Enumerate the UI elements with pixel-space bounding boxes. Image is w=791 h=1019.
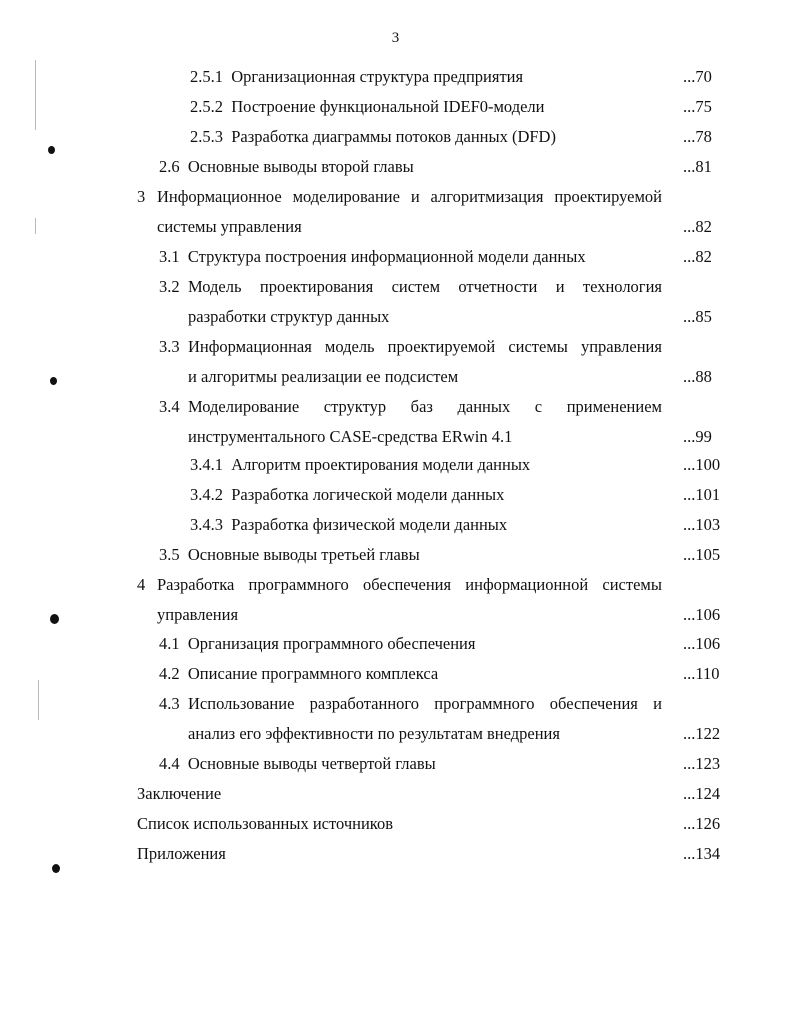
title-word: обеспечения <box>362 575 452 594</box>
toc-entry-number: 3.4.2 <box>190 485 223 504</box>
scan-artifact-line <box>35 218 36 234</box>
toc-entry-page: ...123 <box>683 754 721 773</box>
title-word: моделирование <box>292 187 400 206</box>
toc-entry-page: ...85 <box>683 307 712 326</box>
toc-entry-3-3-number: 3.3 <box>159 337 180 356</box>
toc-entry-3-4-1 <box>190 455 530 475</box>
toc-entry-number: 2.5.3 <box>190 127 223 146</box>
toc-entry-3-3-title-line2: и алгоритмы реализации ее подсистем <box>188 367 459 386</box>
title-word: с <box>534 397 543 416</box>
title-word: применением <box>566 397 662 416</box>
toc-entry-number: 3.1 <box>159 247 180 266</box>
title-word: системы <box>602 575 662 594</box>
toc-entry-number: 3.4.1 <box>190 455 223 474</box>
title-word: и <box>555 277 565 296</box>
toc-entry-page: ...70 <box>683 67 712 86</box>
title-word: отчетности <box>458 277 538 296</box>
toc-entry-number: 4.4 <box>159 754 180 773</box>
toc-entry-number: 4.1 <box>159 634 180 653</box>
toc-entry-number: 2.6 <box>159 157 180 176</box>
toc-entry-3-4-3 <box>190 515 507 535</box>
toc-entry-page: ...82 <box>683 217 712 236</box>
toc-entry-title: Основные выводы четвертой главы <box>187 754 436 773</box>
scan-artifact-dot <box>50 377 57 385</box>
toc-entry-3-4-number: 3.4 <box>159 397 180 416</box>
toc-entry-2-5-3 <box>190 127 556 147</box>
toc-entry-4-4 <box>159 754 436 774</box>
toc-entry-page: ...110 <box>683 664 720 683</box>
toc-entry-title: Организация программного обеспечения <box>187 634 476 653</box>
toc-entry-2-5-2 <box>190 97 544 117</box>
toc-entry-conclusion: Заключение <box>137 784 222 803</box>
toc-entry-4-3-title-line2: анализ его эффективности по результатам внедрения <box>188 724 560 743</box>
scan-artifact-dot <box>52 864 60 873</box>
title-word: данных <box>457 397 511 416</box>
toc-entry-4-title-line1 <box>157 575 662 595</box>
toc-entry-page: ...106 <box>683 634 721 653</box>
title-word: проектируемой <box>554 187 662 206</box>
toc-entry-title: Алгоритм проектирования модели данных <box>231 455 531 474</box>
toc-entry-page: ...105 <box>683 545 721 564</box>
scan-artifact-dot <box>48 146 55 154</box>
toc-entry-3-1 <box>159 247 586 267</box>
toc-entry-3-2-title-line1 <box>188 277 662 297</box>
toc-entry-page: ...82 <box>683 247 712 266</box>
toc-entry-number: 3.5 <box>159 545 180 564</box>
toc-entry-title: Разработка физической модели данных <box>231 515 508 534</box>
title-word: Разработка <box>157 575 235 594</box>
toc-entry-title: Описание программного комплекса <box>187 664 439 683</box>
toc-entry-page: ...99 <box>683 427 712 446</box>
title-word: баз <box>410 397 433 416</box>
scan-artifact-line <box>38 680 39 720</box>
title-word: разработанного <box>309 694 420 713</box>
title-word: и <box>410 187 420 206</box>
title-word: программного <box>434 694 535 713</box>
title-word: и <box>653 694 662 713</box>
title-word: Информационная <box>188 337 312 356</box>
toc-entry-3-3-title-line1 <box>188 337 662 357</box>
title-word: модель <box>324 337 375 356</box>
toc-entry-4-1 <box>159 634 475 654</box>
toc-entry-4-3-number: 4.3 <box>159 694 180 713</box>
toc-entry-3-2-number: 3.2 <box>159 277 180 296</box>
toc-entry-number: 2.5.2 <box>190 97 223 116</box>
toc-entry-4-number: 4 <box>137 575 146 594</box>
toc-entry-title: Основные выводы третьей главы <box>187 545 420 564</box>
title-word: Модель <box>188 277 242 296</box>
toc-entry-page: ...122 <box>683 724 721 743</box>
title-word: обеспечения <box>549 694 638 713</box>
title-word: проектируемой <box>387 337 496 356</box>
toc-entry-page: ...103 <box>683 515 721 534</box>
title-word: Моделирование <box>188 397 300 416</box>
toc-entry-4-3-title-line1 <box>188 694 662 714</box>
title-word: программного <box>248 575 349 594</box>
title-word: систем <box>391 277 441 296</box>
toc-entry-page: ...126 <box>683 814 721 833</box>
scan-artifact-dot <box>50 614 59 624</box>
toc-entry-3-5 <box>159 545 420 565</box>
toc-entry-page: ...75 <box>683 97 712 116</box>
toc-entry-3-number: 3 <box>137 187 146 206</box>
toc-entry-page: ...81 <box>683 157 712 176</box>
toc-entry-3-title-line1 <box>157 187 662 207</box>
toc-entry-page: ...78 <box>683 127 712 146</box>
toc-entry-page: ...124 <box>683 784 721 803</box>
toc-entry-page: ...100 <box>683 455 721 474</box>
toc-entry-2-5-1 <box>190 67 523 87</box>
toc-entry-title: Организационная структура предприятия <box>231 67 524 86</box>
toc-entry-3-4-title-line1 <box>188 397 662 417</box>
title-word: структур <box>323 397 387 416</box>
toc-entry-3-title-line2: системы управления <box>157 217 302 236</box>
toc-entry-4-title-line2: управления <box>157 605 239 624</box>
toc-entry-4-2 <box>159 664 438 684</box>
toc-entry-appendices: Приложения <box>137 844 226 863</box>
toc-entry-number: 2.5.1 <box>190 67 223 86</box>
toc-entry-title: Структура построения информационной модели данных <box>187 247 586 266</box>
toc-entry-title: Разработка диаграммы потоков данных (DFD) <box>231 127 556 146</box>
toc-entry-3-2-title-line2: разработки структур данных <box>188 307 390 326</box>
title-word: системы <box>508 337 568 356</box>
title-word: алгоритмизация <box>430 187 544 206</box>
scan-artifact-line <box>35 60 36 130</box>
toc-entry-title: Основные выводы второй главы <box>187 157 414 176</box>
title-word: Использование <box>188 694 295 713</box>
page-number: 3 <box>391 30 400 46</box>
toc-entry-references: Список использованных источников <box>137 814 393 833</box>
toc-entry-number: 3.4.3 <box>190 515 223 534</box>
toc-entry-page: ...88 <box>683 367 712 386</box>
toc-entry-page: ...101 <box>683 485 721 504</box>
title-word: проектирования <box>259 277 374 296</box>
toc-entry-title: Построение функциональной IDEF0-модели <box>231 97 545 116</box>
toc-entry-3-4-title-line2: инструментального CASE-средства ERwin 4.1 <box>188 427 513 446</box>
toc-entry-page: ...134 <box>683 844 721 863</box>
title-word: информационной <box>465 575 589 594</box>
toc-entry-title: Разработка логической модели данных <box>231 485 505 504</box>
toc-entry-number: 4.2 <box>159 664 180 683</box>
toc-entry-2-6 <box>159 157 414 177</box>
title-word: технология <box>582 277 662 296</box>
toc-entry-page: ...106 <box>683 605 721 624</box>
title-word: управления <box>580 337 662 356</box>
toc-entry-3-4-2 <box>190 485 504 505</box>
title-word: Информационное <box>157 187 282 206</box>
